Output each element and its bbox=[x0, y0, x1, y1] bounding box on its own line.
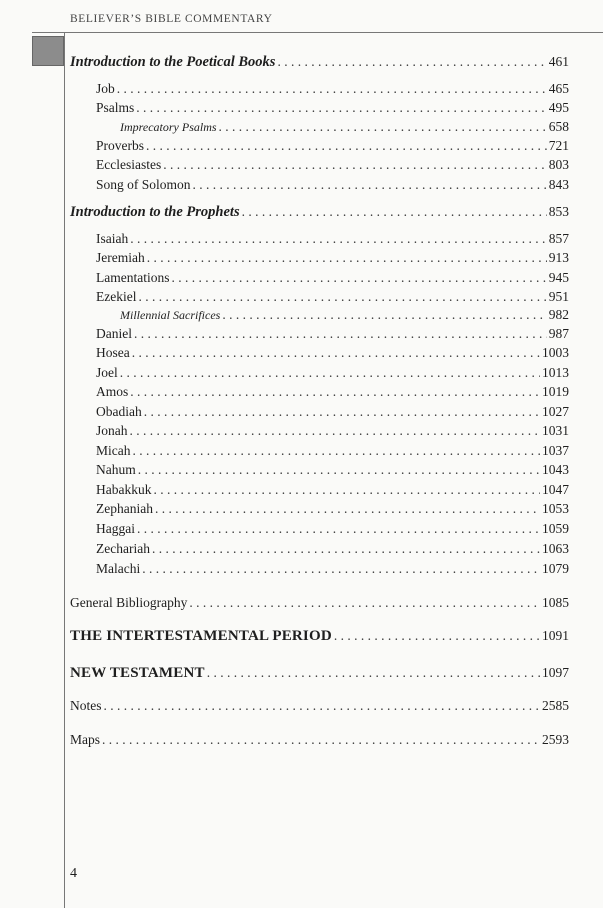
header-rule bbox=[32, 32, 603, 33]
dot-leader bbox=[104, 697, 541, 715]
page-number: 4 bbox=[70, 866, 77, 881]
toc-entry-title: Nahum bbox=[96, 462, 136, 477]
toc-entry-title: Imprecatory Psalms bbox=[120, 120, 217, 134]
dot-leader bbox=[277, 53, 546, 71]
toc-entry-page: 2593 bbox=[542, 732, 569, 747]
toc-entry-imprecatory-psalms[interactable] bbox=[120, 118, 569, 136]
toc-entry-page: 857 bbox=[548, 231, 569, 246]
dot-leader bbox=[102, 731, 540, 749]
toc-entry-page: 1085 bbox=[542, 595, 569, 610]
dot-leader bbox=[137, 520, 540, 538]
dot-leader bbox=[189, 594, 540, 612]
dot-leader bbox=[136, 99, 546, 117]
dot-leader bbox=[152, 540, 540, 558]
toc-entry-page: 1063 bbox=[542, 541, 569, 556]
toc-entry-title: Amos bbox=[96, 384, 129, 399]
toc-entry-ezekiel[interactable] bbox=[96, 288, 569, 306]
toc-entry-page: 1097 bbox=[542, 665, 569, 680]
toc-entry-page: 1091 bbox=[542, 628, 569, 643]
toc-entry-new-testament[interactable] bbox=[70, 664, 569, 682]
toc-entry-title: Jonah bbox=[96, 423, 128, 438]
toc-entry-page: 2585 bbox=[542, 698, 569, 713]
toc-entry-jeremiah[interactable] bbox=[96, 249, 569, 267]
toc-entry-daniel[interactable] bbox=[96, 325, 569, 343]
toc-entry-title: Introduction to the Prophets bbox=[70, 204, 240, 220]
toc-entry-micah[interactable] bbox=[96, 442, 569, 460]
toc-entry-title: Psalms bbox=[96, 100, 135, 115]
toc-entry-nahum[interactable] bbox=[96, 461, 569, 479]
chapter-tab-marker bbox=[32, 36, 64, 66]
toc-entry-page: 987 bbox=[548, 326, 569, 341]
toc-entry-zechariah[interactable] bbox=[96, 540, 569, 558]
toc-entry-song-of-solomon[interactable] bbox=[96, 176, 569, 194]
toc-entry-title: Maps bbox=[70, 732, 100, 747]
toc-entry-jonah[interactable] bbox=[96, 422, 569, 440]
toc-entry-page: 1053 bbox=[542, 501, 569, 516]
toc-entry-intertestamental-period[interactable] bbox=[70, 627, 569, 645]
toc-entry-psalms[interactable] bbox=[96, 99, 569, 117]
dot-leader bbox=[144, 403, 540, 421]
dot-leader bbox=[142, 560, 540, 578]
toc-entry-page: 721 bbox=[548, 138, 569, 153]
toc-entry-page: 495 bbox=[548, 100, 569, 115]
toc-entry-general-bibliography[interactable] bbox=[70, 594, 569, 612]
toc-entry-page: 853 bbox=[548, 204, 569, 219]
dot-leader bbox=[138, 288, 546, 306]
toc-entry-title: Obadiah bbox=[96, 404, 142, 419]
toc-entry-page: 1027 bbox=[542, 404, 569, 419]
toc-entry-title: General Bibliography bbox=[70, 595, 188, 610]
toc-entry-page: 1031 bbox=[542, 423, 569, 438]
toc-entry-page: 1037 bbox=[542, 443, 569, 458]
dot-leader bbox=[147, 249, 547, 267]
toc-entry-title: Job bbox=[96, 81, 115, 96]
toc-entry-title: Habakkuk bbox=[96, 482, 152, 497]
toc-entry-title: Haggai bbox=[96, 521, 135, 536]
dot-leader bbox=[146, 137, 547, 155]
toc-entry-page: 951 bbox=[548, 289, 569, 304]
toc-entry-malachi[interactable] bbox=[96, 560, 569, 578]
toc-entry-millennial-sacrifices[interactable] bbox=[120, 306, 569, 324]
toc-entry-prophets-intro[interactable] bbox=[70, 203, 569, 221]
toc-entry-lamentations[interactable] bbox=[96, 269, 569, 287]
toc-entry-title: Introduction to the Poetical Books bbox=[70, 54, 276, 70]
dot-leader bbox=[193, 176, 547, 194]
toc-entry-page: 465 bbox=[548, 81, 569, 96]
toc-entry-page: 913 bbox=[548, 250, 569, 265]
toc-entry-proverbs[interactable] bbox=[96, 137, 569, 155]
dot-leader bbox=[153, 481, 540, 499]
toc-entry-joel[interactable] bbox=[96, 364, 569, 382]
toc-entry-page: 945 bbox=[548, 270, 569, 285]
dot-leader bbox=[138, 461, 540, 479]
dot-leader bbox=[171, 269, 546, 287]
toc-entry-page: 1059 bbox=[542, 521, 569, 536]
toc-entry-title: Notes bbox=[70, 698, 102, 713]
toc-entry-title: Malachi bbox=[96, 561, 141, 576]
dot-leader bbox=[163, 156, 547, 174]
toc-entry-page: 461 bbox=[548, 54, 569, 69]
toc-entry-title: Zephaniah bbox=[96, 501, 153, 516]
toc-entry-title: Millennial Sacrifices bbox=[120, 308, 221, 322]
toc-entry-ecclesiastes[interactable] bbox=[96, 156, 569, 174]
toc-entry-haggai[interactable] bbox=[96, 520, 569, 538]
toc-entry-title: Lamentations bbox=[96, 270, 170, 285]
dot-leader bbox=[219, 118, 547, 136]
toc-entry-habakkuk[interactable] bbox=[96, 481, 569, 499]
toc-entry-page: 1043 bbox=[542, 462, 569, 477]
dot-leader bbox=[120, 364, 540, 382]
toc-entry-zephaniah[interactable] bbox=[96, 500, 569, 518]
toc-entry-maps[interactable] bbox=[70, 731, 569, 749]
dot-leader bbox=[132, 344, 540, 362]
toc-entry-title: Proverbs bbox=[96, 138, 144, 153]
dot-leader bbox=[155, 500, 540, 518]
toc-entry-page: 803 bbox=[548, 157, 569, 172]
toc-entry-isaiah[interactable] bbox=[96, 230, 569, 248]
dot-leader bbox=[134, 325, 547, 343]
toc-entry-title: Jeremiah bbox=[96, 250, 145, 265]
dot-leader bbox=[130, 422, 541, 440]
toc-entry-page: 982 bbox=[548, 307, 569, 322]
margin-rule bbox=[64, 32, 65, 908]
toc-entry-page: 1079 bbox=[542, 561, 569, 576]
toc-entry-title: Isaiah bbox=[96, 231, 129, 246]
dot-leader bbox=[334, 627, 540, 645]
toc-entry-title: THE INTERTESTAMENTAL PERIOD bbox=[70, 628, 332, 644]
dot-leader bbox=[222, 306, 546, 324]
toc-entry-title: Ecclesiastes bbox=[96, 157, 162, 172]
dot-leader bbox=[130, 383, 540, 401]
toc-entry-title: Song of Solomon bbox=[96, 177, 191, 192]
dot-leader bbox=[207, 664, 540, 682]
toc-entry-amos[interactable] bbox=[96, 383, 569, 401]
toc-entry-page: 1003 bbox=[542, 345, 569, 360]
toc-entry-title: Hosea bbox=[96, 345, 130, 360]
running-header: BELIEVER’S BIBLE COMMENTARY bbox=[70, 13, 273, 25]
dot-leader bbox=[133, 442, 541, 460]
toc-entry-title: NEW TESTAMENT bbox=[70, 665, 205, 681]
toc-entry-job[interactable] bbox=[96, 80, 569, 98]
dot-leader bbox=[130, 230, 547, 248]
toc-entry-notes[interactable] bbox=[70, 697, 569, 715]
toc-entry-title: Joel bbox=[96, 365, 118, 380]
dot-leader bbox=[242, 203, 547, 221]
toc-entry-obadiah[interactable] bbox=[96, 403, 569, 421]
toc-entry-page: 1019 bbox=[542, 384, 569, 399]
toc-entry-page: 843 bbox=[548, 177, 569, 192]
dot-leader bbox=[117, 80, 547, 98]
toc-entry-poetical-intro[interactable] bbox=[70, 53, 569, 71]
toc-entry-page: 1047 bbox=[542, 482, 569, 497]
toc-entry-page: 1013 bbox=[542, 365, 569, 380]
toc-entry-title: Zechariah bbox=[96, 541, 150, 556]
toc-entry-title: Ezekiel bbox=[96, 289, 137, 304]
toc-entry-title: Daniel bbox=[96, 326, 132, 341]
toc-entry-title: Micah bbox=[96, 443, 131, 458]
toc-entry-hosea[interactable] bbox=[96, 344, 569, 362]
toc-entry-page: 658 bbox=[548, 119, 569, 134]
